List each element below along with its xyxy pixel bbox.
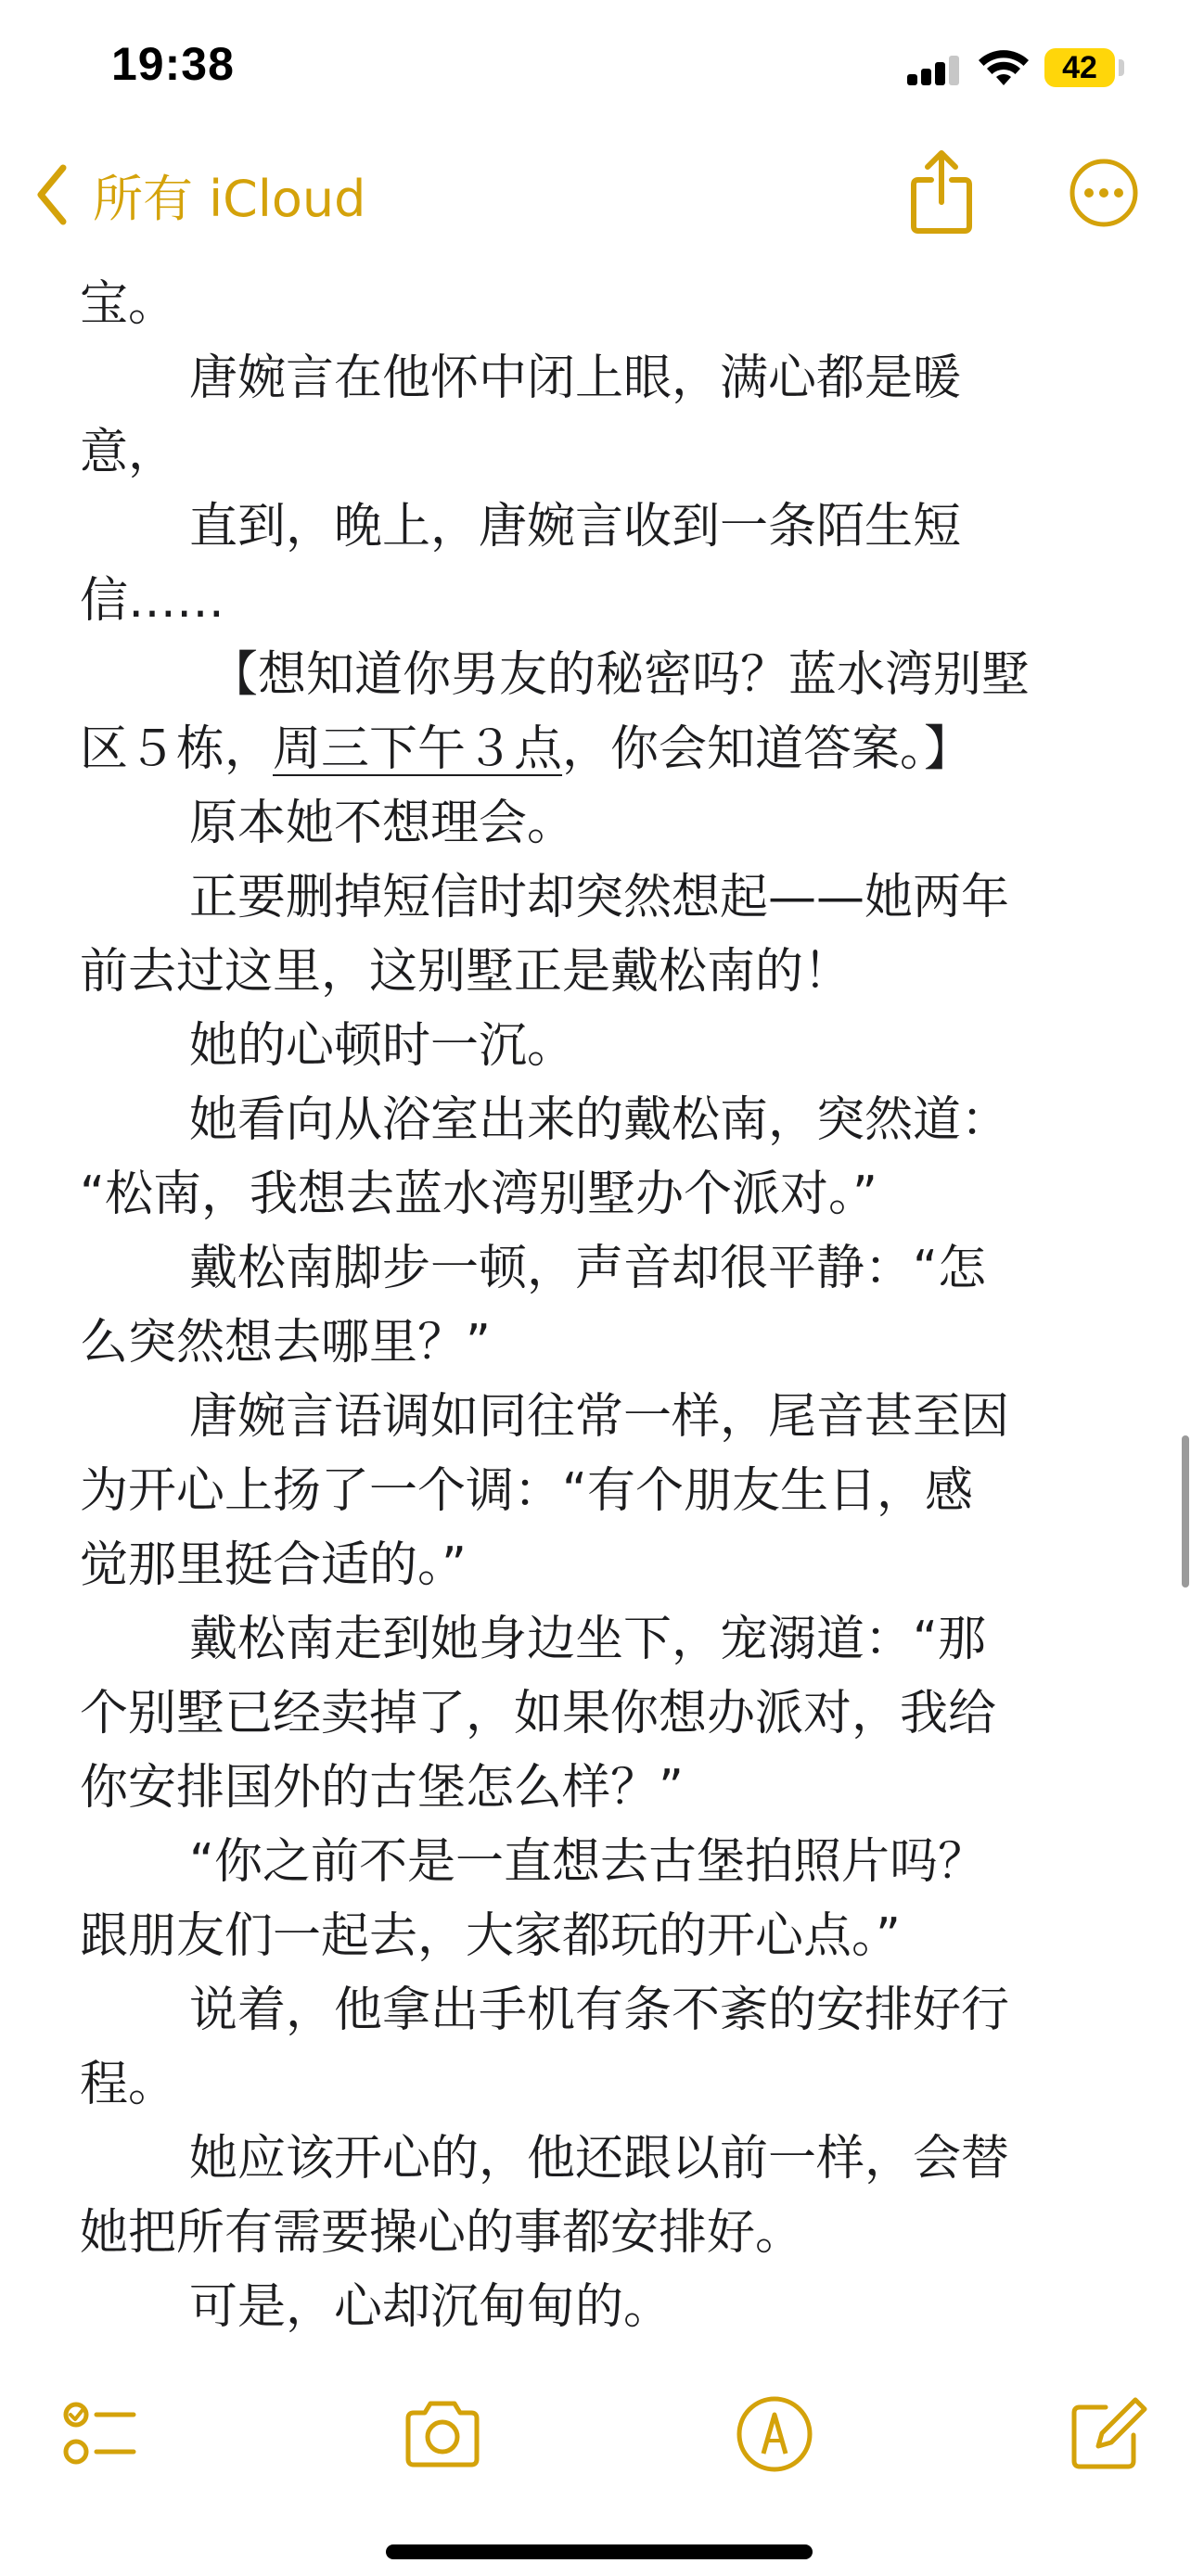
note-line: 么突然想去哪里？” xyxy=(80,1315,491,1371)
note-line: 意， xyxy=(80,425,177,480)
note-line: 原本她不想理会。 xyxy=(189,796,576,851)
date-time-link[interactable]: 周三下午３点 xyxy=(273,721,563,777)
chevron-left-icon xyxy=(33,162,70,227)
note-line: 前去过这里，这别墅正是戴松南的！ xyxy=(80,944,852,1000)
note-line: 信…… xyxy=(80,573,225,629)
note-line: 唐婉言在他怀中闭上眼，满心都是暖 xyxy=(189,351,962,406)
note-line: 为开心上扬了一个调：“有个朋友生日，感 xyxy=(80,1463,973,1519)
note-line: 戴松南走到她身边坐下，宠溺道：“那 xyxy=(189,1612,986,1667)
note-line: 可是，心却沉甸甸的。 xyxy=(189,2279,672,2335)
note-line: 她应该开心的，他还跟以前一样，会替 xyxy=(189,2131,1010,2187)
back-button[interactable] xyxy=(33,158,365,232)
note-line: 程。 xyxy=(80,2057,177,2112)
share-icon[interactable] xyxy=(909,148,974,236)
home-indicator[interactable] xyxy=(386,2544,813,2559)
status-time: 19:38 xyxy=(111,38,235,90)
note-line: 宝。 xyxy=(80,276,177,332)
note-line: 她的心顿时一沉。 xyxy=(189,1018,576,1074)
note-line: 她看向从浴室出来的戴松南，突然道： xyxy=(189,1092,1010,1148)
note-line: “你之前不是一直想去古堡拍照片吗？ xyxy=(189,1834,986,1890)
note-line: 你安排国外的古堡怎么样？” xyxy=(80,1760,684,1816)
note-line: 跟朋友们一起去，大家都玩的开心点。” xyxy=(80,1908,901,1964)
checklist-icon[interactable] xyxy=(59,2392,143,2476)
note-line: 唐婉言语调如同往常一样，尾音甚至因 xyxy=(189,1389,1010,1445)
note-line-segment: 区５栋， xyxy=(80,721,274,777)
battery-icon: 42 xyxy=(1044,48,1115,87)
scrolled-content-ghost-bottom xyxy=(186,2441,1113,2515)
navigation-bar xyxy=(0,139,1191,260)
note-line: 直到，晚上，唐婉言收到一条陌生短 xyxy=(189,499,962,555)
note-body[interactable] xyxy=(80,267,1109,2344)
note-line: 她把所有需要操心的事都安排好。 xyxy=(80,2205,804,2261)
note-line: 觉那里挺合适的。” xyxy=(80,1537,467,1593)
cellular-signal-icon xyxy=(907,56,963,85)
wifi-icon xyxy=(978,50,1030,87)
battery-tip xyxy=(1119,59,1124,76)
ellipsis-circle-icon[interactable] xyxy=(1069,158,1139,228)
note-line: 【想知道你男友的秘密吗？蓝水湾别墅 xyxy=(210,647,1031,703)
note-line: 戴松南脚步一顿，声音却很平静：“怎 xyxy=(189,1241,986,1296)
back-button-label: 所有 iCloud xyxy=(93,169,366,228)
note-line-segment: ，你会知道答案。】 xyxy=(562,721,973,777)
note-line xyxy=(80,712,1109,786)
scroll-indicator[interactable] xyxy=(1182,1435,1189,1588)
note-line: 说着，他拿出手机有条不紊的安排好行 xyxy=(189,1983,1010,2038)
note-line: 个别墅已经卖掉了，如果你想办派对，我给 xyxy=(80,1686,997,1741)
status-bar xyxy=(0,0,1191,130)
note-line: 正要删掉短信时却突然想起——她两年 xyxy=(189,870,1010,925)
note-line: “松南，我想去蓝水湾别墅办个派对。” xyxy=(80,1167,877,1222)
